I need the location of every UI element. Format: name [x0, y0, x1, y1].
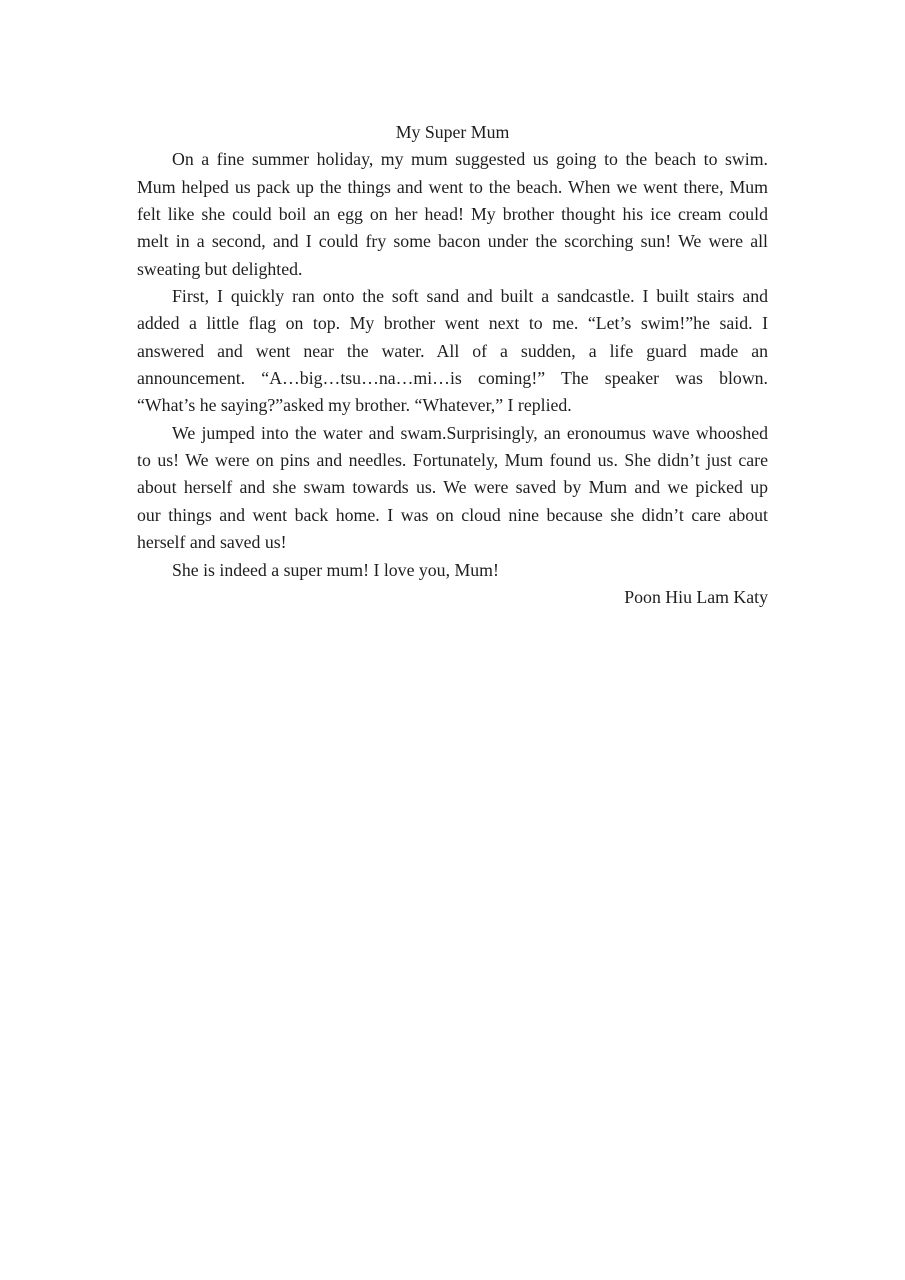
paragraph — [137, 557, 768, 584]
essay-line: herself and saved us! — [137, 532, 287, 553]
essay-line: felt like she could boil an egg on her head! My brother thought his ice cream could — [137, 204, 768, 225]
essay-line: answered and went near the water. All of a sudden, a life guard made an — [137, 340, 768, 361]
paragraph — [137, 283, 768, 420]
essay-body — [137, 146, 768, 584]
essay-line: added a little flag on top. My brother went next to me. “Let’s swim!”he said. I — [137, 313, 768, 334]
essay-line: to us! We were on pins and needles. Fortunately, Mum found us. She didn’t just care — [137, 450, 768, 471]
essay-line: about herself and she swam towards us. We were saved by Mum and we picked up — [137, 477, 768, 498]
essay-line: Mum helped us pack up the things and went to the beach. When we went there, Mum — [137, 176, 768, 197]
paragraph — [137, 146, 768, 283]
paragraph — [137, 420, 768, 557]
essay-line: our things and went back home. I was on cloud nine because she didn’t care about — [137, 504, 768, 525]
essay-line: announcement. “A…big…tsu…na…mi…is coming!” The speaker was blown. — [137, 368, 768, 389]
essay-line: First, I quickly ran onto the soft sand and built a sandcastle. I built stairs and — [172, 286, 768, 307]
essay-line: sweating but delighted. — [137, 258, 303, 279]
essay-line: She is indeed a super mum! I love you, Mum! — [172, 559, 499, 580]
essay-line: “What’s he saying?”asked my brother. “Whatever,” I replied. — [137, 395, 572, 416]
essay-line: We jumped into the water and swam.Surprisingly, an eronoumus wave whooshed — [172, 422, 768, 443]
author-signature: Poon Hiu Lam Katy — [624, 586, 768, 607]
essay-line: melt in a second, and I could fry some bacon under the scorching sun! We were all — [137, 231, 768, 252]
essay-title: My Super Mum — [395, 122, 510, 142]
essay-line: On a fine summer holiday, my mum suggested us going to the beach to swim. — [172, 149, 768, 170]
